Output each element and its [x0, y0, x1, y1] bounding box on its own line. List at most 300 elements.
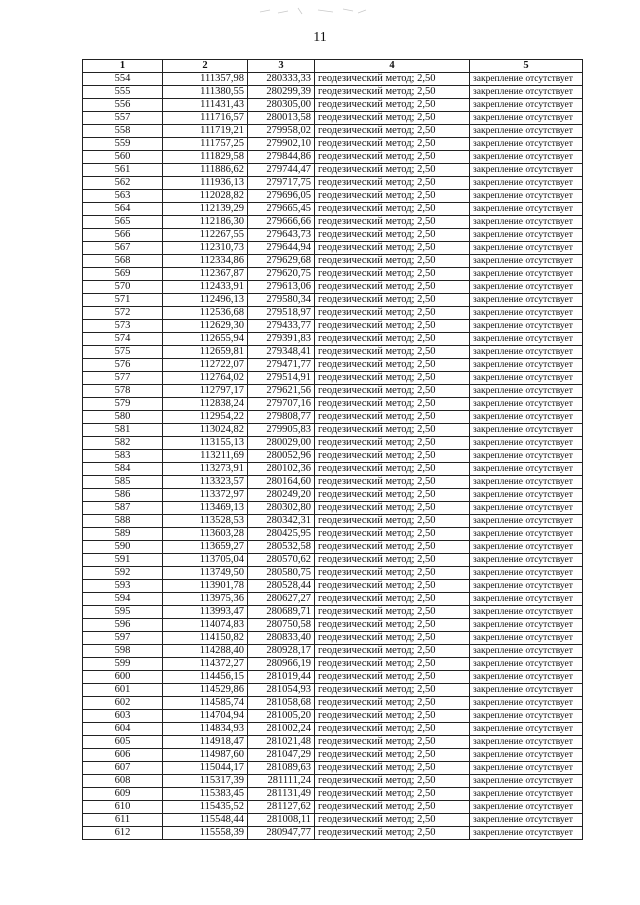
cell-x: 114704,94	[163, 710, 248, 723]
table-row	[83, 723, 583, 736]
table-row	[83, 541, 583, 554]
cell-point-number: 604	[83, 723, 163, 736]
cell-x: 114987,60	[163, 749, 248, 762]
table-row	[83, 450, 583, 463]
cell-method: геодезический метод; 2,50	[315, 190, 470, 203]
cell-x: 115044,17	[163, 762, 248, 775]
cell-fixing: закрепление отсутствует	[470, 723, 583, 736]
table-row	[83, 619, 583, 632]
cell-method: геодезический метод; 2,50	[315, 112, 470, 125]
cell-point-number: 603	[83, 710, 163, 723]
cell-point-number: 595	[83, 606, 163, 619]
cell-x: 114529,86	[163, 684, 248, 697]
cell-x: 112629,30	[163, 320, 248, 333]
cell-x: 112433,91	[163, 281, 248, 294]
cell-fixing: закрепление отсутствует	[470, 827, 583, 840]
cell-y: 279471,77	[248, 359, 315, 372]
cell-method: геодезический метод; 2,50	[315, 658, 470, 671]
cell-fixing: закрепление отсутствует	[470, 476, 583, 489]
cell-y: 281019,44	[248, 671, 315, 684]
cell-method: геодезический метод; 2,50	[315, 242, 470, 255]
cell-point-number: 608	[83, 775, 163, 788]
cell-x: 112536,68	[163, 307, 248, 320]
cell-point-number: 567	[83, 242, 163, 255]
cell-method: геодезический метод; 2,50	[315, 138, 470, 151]
cell-y: 279518,97	[248, 307, 315, 320]
cell-y: 280013,58	[248, 112, 315, 125]
cell-fixing: закрепление отсутствует	[470, 489, 583, 502]
cell-method: геодезический метод; 2,50	[315, 424, 470, 437]
cell-y: 280029,00	[248, 437, 315, 450]
cell-y: 279514,91	[248, 372, 315, 385]
table-row	[83, 710, 583, 723]
table-row	[83, 216, 583, 229]
cell-x: 114456,15	[163, 671, 248, 684]
table-row	[83, 736, 583, 749]
cell-fixing: закрепление отсутствует	[470, 502, 583, 515]
cell-y: 280947,77	[248, 827, 315, 840]
cell-y: 279666,66	[248, 216, 315, 229]
cell-method: геодезический метод; 2,50	[315, 372, 470, 385]
cell-y: 279391,83	[248, 333, 315, 346]
cell-fixing: закрепление отсутствует	[470, 580, 583, 593]
cell-fixing: закрепление отсутствует	[470, 450, 583, 463]
cell-method: геодезический метод; 2,50	[315, 268, 470, 281]
cell-x: 112797,17	[163, 385, 248, 398]
cell-y: 280164,60	[248, 476, 315, 489]
cell-x: 115435,52	[163, 801, 248, 814]
cell-y: 279348,41	[248, 346, 315, 359]
cell-point-number: 581	[83, 424, 163, 437]
cell-point-number: 556	[83, 99, 163, 112]
cell-point-number: 579	[83, 398, 163, 411]
table-row	[83, 801, 583, 814]
cell-y: 280689,71	[248, 606, 315, 619]
table-row	[83, 515, 583, 528]
cell-y: 280102,36	[248, 463, 315, 476]
cell-fixing: закрепление отсутствует	[470, 541, 583, 554]
cell-x: 113975,36	[163, 593, 248, 606]
cell-x: 112722,07	[163, 359, 248, 372]
cell-point-number: 605	[83, 736, 163, 749]
cell-fixing: закрепление отсутствует	[470, 86, 583, 99]
cell-method: геодезический метод; 2,50	[315, 216, 470, 229]
cell-method: геодезический метод; 2,50	[315, 723, 470, 736]
cell-x: 113528,53	[163, 515, 248, 528]
cell-point-number: 611	[83, 814, 163, 827]
cell-fixing: закрепление отсутствует	[470, 372, 583, 385]
cell-point-number: 589	[83, 528, 163, 541]
cell-method: геодезический метод; 2,50	[315, 645, 470, 658]
cell-x: 111936,13	[163, 177, 248, 190]
table-row	[83, 749, 583, 762]
cell-fixing: закрепление отсутствует	[470, 294, 583, 307]
cell-method: геодезический метод; 2,50	[315, 814, 470, 827]
cell-point-number: 572	[83, 307, 163, 320]
cell-x: 113749,50	[163, 567, 248, 580]
cell-x: 113901,78	[163, 580, 248, 593]
cell-point-number: 597	[83, 632, 163, 645]
table-row	[83, 99, 583, 112]
cell-fixing: закрепление отсутствует	[470, 151, 583, 164]
cell-method: геодезический метод; 2,50	[315, 307, 470, 320]
cell-method: геодезический метод; 2,50	[315, 762, 470, 775]
table-row	[83, 203, 583, 216]
cell-point-number: 592	[83, 567, 163, 580]
cell-x: 114585,74	[163, 697, 248, 710]
table-row	[83, 580, 583, 593]
cell-method: геодезический метод; 2,50	[315, 541, 470, 554]
cell-method: геодезический метод; 2,50	[315, 385, 470, 398]
cell-fixing: закрепление отсутствует	[470, 229, 583, 242]
table-row	[83, 138, 583, 151]
cell-x: 114150,82	[163, 632, 248, 645]
column-header-y: 3	[248, 60, 315, 73]
cell-point-number: 570	[83, 281, 163, 294]
coordinates-table	[82, 59, 583, 840]
cell-fixing: закрепление отсутствует	[470, 554, 583, 567]
cell-method: геодезический метод; 2,50	[315, 515, 470, 528]
cell-method: геодезический метод; 2,50	[315, 164, 470, 177]
cell-fixing: закрепление отсутствует	[470, 281, 583, 294]
cell-point-number: 577	[83, 372, 163, 385]
table-header-row	[83, 60, 583, 73]
cell-fixing: закрепление отсутствует	[470, 255, 583, 268]
cell-y: 281054,93	[248, 684, 315, 697]
cell-point-number: 591	[83, 554, 163, 567]
cell-y: 280305,00	[248, 99, 315, 112]
cell-method: геодезический метод; 2,50	[315, 827, 470, 840]
cell-point-number: 600	[83, 671, 163, 684]
cell-fixing: закрепление отсутствует	[470, 398, 583, 411]
cell-y: 280425,95	[248, 528, 315, 541]
cell-point-number: 583	[83, 450, 163, 463]
cell-fixing: закрепление отсутствует	[470, 463, 583, 476]
cell-y: 280052,96	[248, 450, 315, 463]
cell-fixing: закрепление отсутствует	[470, 177, 583, 190]
table-row	[83, 411, 583, 424]
cell-x: 112310,73	[163, 242, 248, 255]
cell-y: 280750,58	[248, 619, 315, 632]
cell-method: геодезический метод; 2,50	[315, 580, 470, 593]
table-row	[83, 307, 583, 320]
cell-method: геодезический метод; 2,50	[315, 177, 470, 190]
cell-point-number: 601	[83, 684, 163, 697]
cell-point-number: 598	[83, 645, 163, 658]
table-body	[83, 73, 583, 840]
cell-point-number: 558	[83, 125, 163, 138]
cell-fixing: закрепление отсутствует	[470, 671, 583, 684]
scan-artifact	[258, 4, 368, 18]
cell-y: 280333,33	[248, 73, 315, 86]
column-header-x: 2	[163, 60, 248, 73]
table-row	[83, 606, 583, 619]
cell-fixing: закрепление отсутствует	[470, 801, 583, 814]
cell-method: геодезический метод; 2,50	[315, 125, 470, 138]
cell-x: 112496,13	[163, 294, 248, 307]
cell-method: геодезический метод; 2,50	[315, 476, 470, 489]
cell-y: 280627,27	[248, 593, 315, 606]
table-row	[83, 463, 583, 476]
table-row	[83, 827, 583, 840]
page-number: 11	[313, 30, 327, 45]
table-row	[83, 359, 583, 372]
cell-y: 279902,10	[248, 138, 315, 151]
cell-fixing: закрепление отсутствует	[470, 515, 583, 528]
table-row	[83, 177, 583, 190]
cell-x: 112764,02	[163, 372, 248, 385]
cell-point-number: 571	[83, 294, 163, 307]
cell-x: 111357,98	[163, 73, 248, 86]
cell-point-number: 557	[83, 112, 163, 125]
cell-x: 113155,13	[163, 437, 248, 450]
cell-fixing: закрепление отсутствует	[470, 411, 583, 424]
cell-x: 111719,21	[163, 125, 248, 138]
table-row	[83, 658, 583, 671]
cell-x: 111886,62	[163, 164, 248, 177]
cell-fixing: закрепление отсутствует	[470, 593, 583, 606]
cell-point-number: 607	[83, 762, 163, 775]
cell-y: 279433,77	[248, 320, 315, 333]
cell-fixing: закрепление отсутствует	[470, 437, 583, 450]
cell-fixing: закрепление отсутствует	[470, 424, 583, 437]
cell-method: геодезический метод; 2,50	[315, 255, 470, 268]
cell-method: геодезический метод; 2,50	[315, 229, 470, 242]
cell-x: 111716,57	[163, 112, 248, 125]
cell-fixing: закрепление отсутствует	[470, 619, 583, 632]
table-row	[83, 814, 583, 827]
cell-x: 112659,81	[163, 346, 248, 359]
cell-point-number: 584	[83, 463, 163, 476]
cell-y: 280580,75	[248, 567, 315, 580]
cell-x: 111829,58	[163, 151, 248, 164]
cell-point-number: 564	[83, 203, 163, 216]
cell-fixing: закрепление отсутствует	[470, 112, 583, 125]
cell-y: 281047,29	[248, 749, 315, 762]
cell-method: геодезический метод; 2,50	[315, 528, 470, 541]
table-row	[83, 437, 583, 450]
cell-fixing: закрепление отсутствует	[470, 749, 583, 762]
cell-x: 114288,40	[163, 645, 248, 658]
cell-fixing: закрепление отсутствует	[470, 788, 583, 801]
cell-point-number: 610	[83, 801, 163, 814]
cell-x: 112028,82	[163, 190, 248, 203]
cell-y: 280570,62	[248, 554, 315, 567]
cell-y: 279744,47	[248, 164, 315, 177]
cell-point-number: 560	[83, 151, 163, 164]
cell-x: 113659,27	[163, 541, 248, 554]
cell-x: 113705,04	[163, 554, 248, 567]
cell-point-number: 566	[83, 229, 163, 242]
cell-fixing: закрепление отсутствует	[470, 125, 583, 138]
cell-fixing: закрепление отсутствует	[470, 203, 583, 216]
cell-point-number: 569	[83, 268, 163, 281]
cell-method: геодезический метод; 2,50	[315, 463, 470, 476]
cell-fixing: закрепление отсутствует	[470, 242, 583, 255]
cell-fixing: закрепление отсутствует	[470, 385, 583, 398]
cell-method: геодезический метод; 2,50	[315, 281, 470, 294]
cell-x: 111380,55	[163, 86, 248, 99]
cell-method: геодезический метод; 2,50	[315, 398, 470, 411]
cell-point-number: 580	[83, 411, 163, 424]
cell-fixing: закрепление отсутствует	[470, 736, 583, 749]
cell-y: 280249,20	[248, 489, 315, 502]
cell-x: 113323,57	[163, 476, 248, 489]
cell-method: геодезический метод; 2,50	[315, 320, 470, 333]
cell-method: геодезический метод; 2,50	[315, 294, 470, 307]
cell-y: 279696,05	[248, 190, 315, 203]
cell-y: 281058,68	[248, 697, 315, 710]
table-row	[83, 593, 583, 606]
cell-y: 279717,75	[248, 177, 315, 190]
cell-y: 281002,24	[248, 723, 315, 736]
cell-method: геодезический метод; 2,50	[315, 346, 470, 359]
cell-y: 279643,73	[248, 229, 315, 242]
column-header-point-number: 1	[83, 60, 163, 73]
cell-x: 113024,82	[163, 424, 248, 437]
table-row	[83, 86, 583, 99]
cell-y: 279844,86	[248, 151, 315, 164]
cell-y: 281008,11	[248, 814, 315, 827]
cell-method: геодезический метод; 2,50	[315, 619, 470, 632]
cell-y: 279613,06	[248, 281, 315, 294]
cell-y: 280833,40	[248, 632, 315, 645]
cell-method: геодезический метод; 2,50	[315, 775, 470, 788]
cell-fixing: закрепление отсутствует	[470, 99, 583, 112]
cell-x: 115383,45	[163, 788, 248, 801]
cell-y: 279905,83	[248, 424, 315, 437]
cell-method: геодезический метод; 2,50	[315, 86, 470, 99]
table-row	[83, 229, 583, 242]
cell-point-number: 593	[83, 580, 163, 593]
table-row	[83, 255, 583, 268]
table-row	[83, 190, 583, 203]
table-row	[83, 567, 583, 580]
cell-fixing: закрепление отсутствует	[470, 762, 583, 775]
cell-point-number: 575	[83, 346, 163, 359]
column-header-fixing: 5	[470, 60, 583, 73]
cell-x: 114074,83	[163, 619, 248, 632]
cell-y: 279644,94	[248, 242, 315, 255]
cell-x: 113211,69	[163, 450, 248, 463]
cell-x: 113273,91	[163, 463, 248, 476]
table-row	[83, 333, 583, 346]
cell-method: геодезический метод; 2,50	[315, 736, 470, 749]
table-row	[83, 372, 583, 385]
cell-point-number: 573	[83, 320, 163, 333]
cell-point-number: 612	[83, 827, 163, 840]
cell-x: 111757,25	[163, 138, 248, 151]
table-row	[83, 73, 583, 86]
cell-fixing: закрепление отсутствует	[470, 697, 583, 710]
table-row	[83, 502, 583, 515]
cell-point-number: 590	[83, 541, 163, 554]
cell-fixing: закрепление отсутствует	[470, 268, 583, 281]
cell-point-number: 596	[83, 619, 163, 632]
cell-x: 113603,28	[163, 528, 248, 541]
cell-fixing: закрепление отсутствует	[470, 138, 583, 151]
cell-y: 280302,80	[248, 502, 315, 515]
cell-y: 281111,24	[248, 775, 315, 788]
cell-method: геодезический метод; 2,50	[315, 450, 470, 463]
cell-method: геодезический метод; 2,50	[315, 749, 470, 762]
table-row	[83, 632, 583, 645]
cell-fixing: закрепление отсутствует	[470, 710, 583, 723]
cell-y: 281131,49	[248, 788, 315, 801]
cell-point-number: 555	[83, 86, 163, 99]
cell-y: 279665,45	[248, 203, 315, 216]
cell-x: 114918,47	[163, 736, 248, 749]
cell-fixing: закрепление отсутствует	[470, 567, 583, 580]
cell-x: 112267,55	[163, 229, 248, 242]
table-row	[83, 762, 583, 775]
cell-method: геодезический метод; 2,50	[315, 554, 470, 567]
cell-method: геодезический метод; 2,50	[315, 333, 470, 346]
cell-y: 280532,58	[248, 541, 315, 554]
table-row	[83, 528, 583, 541]
cell-method: геодезический метод; 2,50	[315, 151, 470, 164]
cell-point-number: 585	[83, 476, 163, 489]
table-row	[83, 268, 583, 281]
cell-x: 112334,86	[163, 255, 248, 268]
cell-point-number: 554	[83, 73, 163, 86]
table-row	[83, 554, 583, 567]
cell-method: геодезический метод; 2,50	[315, 697, 470, 710]
cell-method: геодезический метод; 2,50	[315, 203, 470, 216]
cell-y: 279629,68	[248, 255, 315, 268]
cell-x: 115558,39	[163, 827, 248, 840]
table-row	[83, 164, 583, 177]
cell-fixing: закрепление отсутствует	[470, 73, 583, 86]
cell-fixing: закрепление отсутствует	[470, 164, 583, 177]
cell-y: 279707,16	[248, 398, 315, 411]
table-row	[83, 476, 583, 489]
table-row	[83, 684, 583, 697]
cell-x: 113993,47	[163, 606, 248, 619]
cell-x: 112139,29	[163, 203, 248, 216]
table-row	[83, 151, 583, 164]
cell-point-number: 602	[83, 697, 163, 710]
cell-y: 279621,56	[248, 385, 315, 398]
table-row	[83, 385, 583, 398]
cell-x: 112655,94	[163, 333, 248, 346]
table-row	[83, 775, 583, 788]
cell-method: геодезический метод; 2,50	[315, 801, 470, 814]
cell-method: геодезический метод; 2,50	[315, 489, 470, 502]
cell-x: 114834,93	[163, 723, 248, 736]
table-row	[83, 320, 583, 333]
cell-method: геодезический метод; 2,50	[315, 593, 470, 606]
cell-method: геодезический метод; 2,50	[315, 99, 470, 112]
cell-y: 281005,20	[248, 710, 315, 723]
cell-method: геодезический метод; 2,50	[315, 788, 470, 801]
cell-point-number: 562	[83, 177, 163, 190]
cell-x: 113469,13	[163, 502, 248, 515]
table-row	[83, 294, 583, 307]
table-row	[83, 645, 583, 658]
cell-point-number: 568	[83, 255, 163, 268]
cell-y: 280342,31	[248, 515, 315, 528]
cell-method: геодезический метод; 2,50	[315, 632, 470, 645]
cell-point-number: 582	[83, 437, 163, 450]
cell-y: 279958,02	[248, 125, 315, 138]
cell-point-number: 609	[83, 788, 163, 801]
cell-point-number: 565	[83, 216, 163, 229]
table-row	[83, 697, 583, 710]
cell-fixing: закрепление отсутствует	[470, 528, 583, 541]
cell-fixing: закрепление отсутствует	[470, 190, 583, 203]
cell-x: 115317,39	[163, 775, 248, 788]
